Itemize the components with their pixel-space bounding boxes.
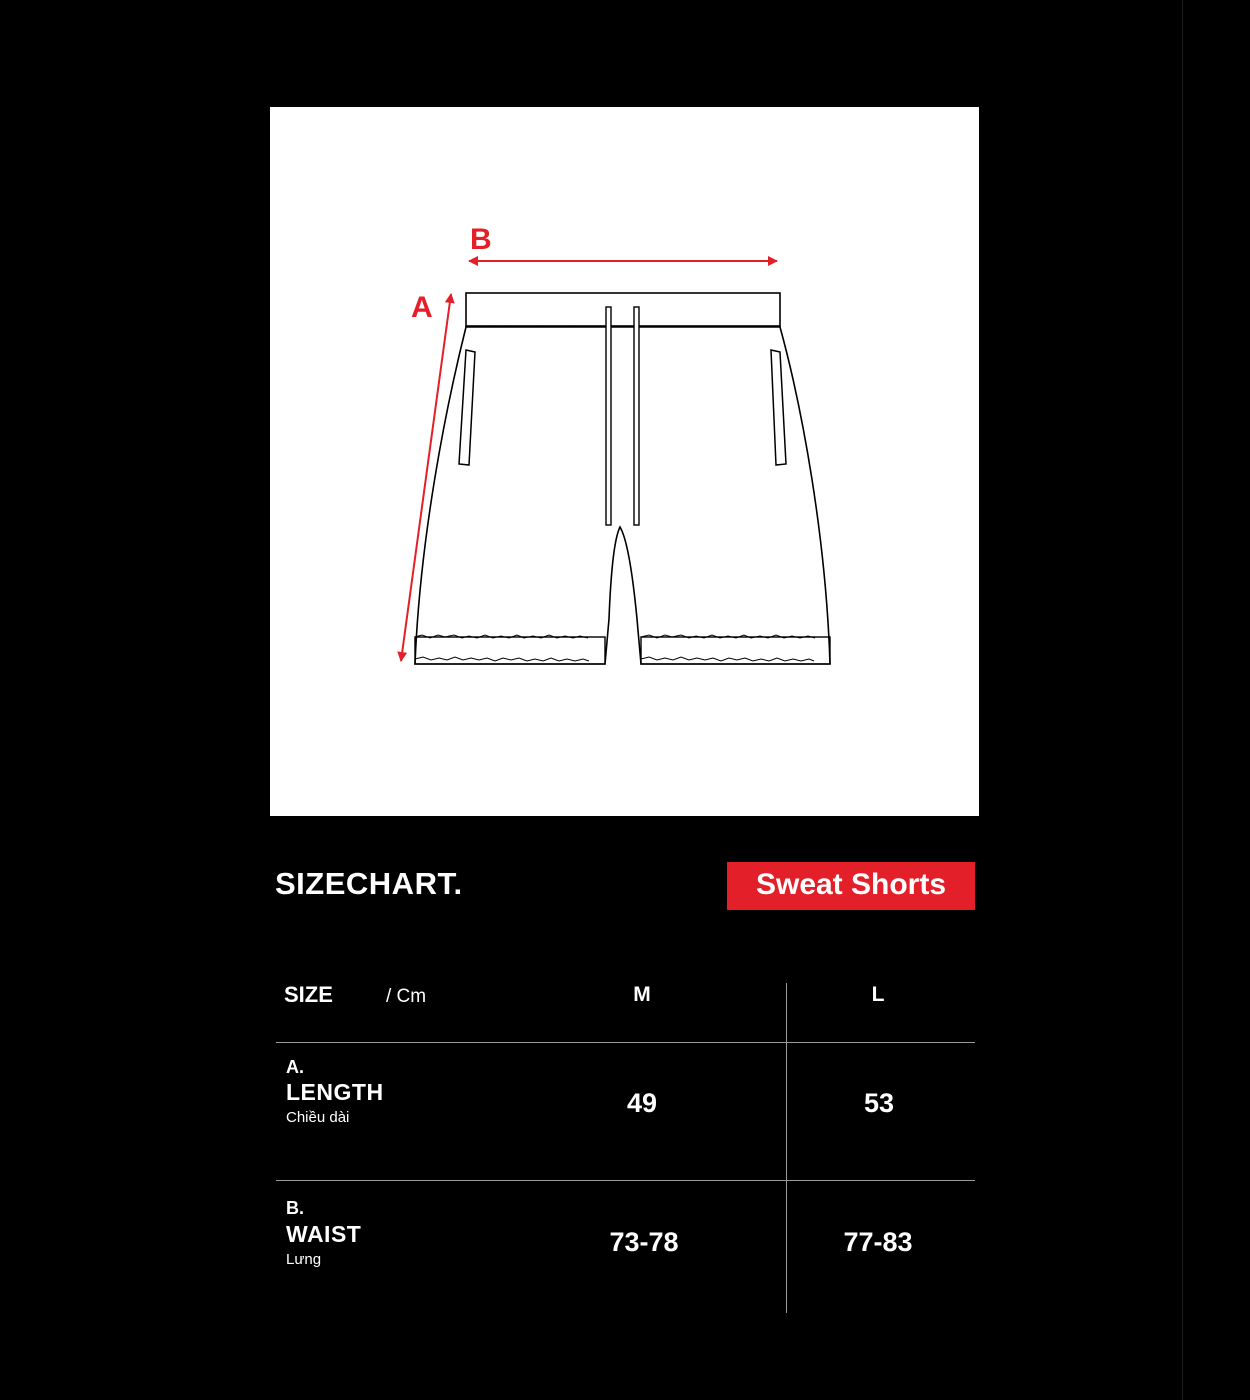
length-value-l: 53 [863, 1088, 895, 1118]
column-header-m: M [633, 983, 651, 1006]
length-dimension-label: A [411, 291, 433, 324]
right-drawstring [634, 307, 639, 525]
column-divider [786, 983, 787, 1313]
length-row-letter: A. [286, 1057, 304, 1077]
waist-row-name: WAIST [286, 1221, 362, 1247]
waist-value-l: 77-83 [843, 1227, 913, 1257]
unit-header-label: / Cm [386, 986, 427, 1007]
length-value-m: 49 [626, 1088, 658, 1118]
page-edge-line [1182, 0, 1183, 1400]
size-header-label: SIZE [284, 982, 333, 1007]
shorts-diagram [270, 107, 979, 816]
length-row-name: LENGTH [286, 1079, 384, 1105]
shorts-body-outline [415, 327, 830, 664]
waist-dimension-label: B [470, 223, 492, 256]
waist-row-subtitle: Lưng [286, 1251, 322, 1268]
row-divider [276, 1180, 975, 1181]
waistband-outline [466, 293, 780, 326]
sizechart-heading: SIZECHART. [275, 866, 463, 901]
left-drawstring [606, 307, 611, 525]
product-name-badge: Sweat Shorts [727, 862, 975, 910]
row-divider [276, 1042, 975, 1043]
waist-value-m: 73-78 [609, 1227, 679, 1257]
shorts-diagram-panel [270, 107, 979, 816]
length-row-subtitle: Chiều dài [286, 1109, 350, 1126]
size-table [276, 965, 975, 1315]
column-header-l: L [871, 983, 885, 1006]
waist-row-letter: B. [286, 1198, 304, 1218]
